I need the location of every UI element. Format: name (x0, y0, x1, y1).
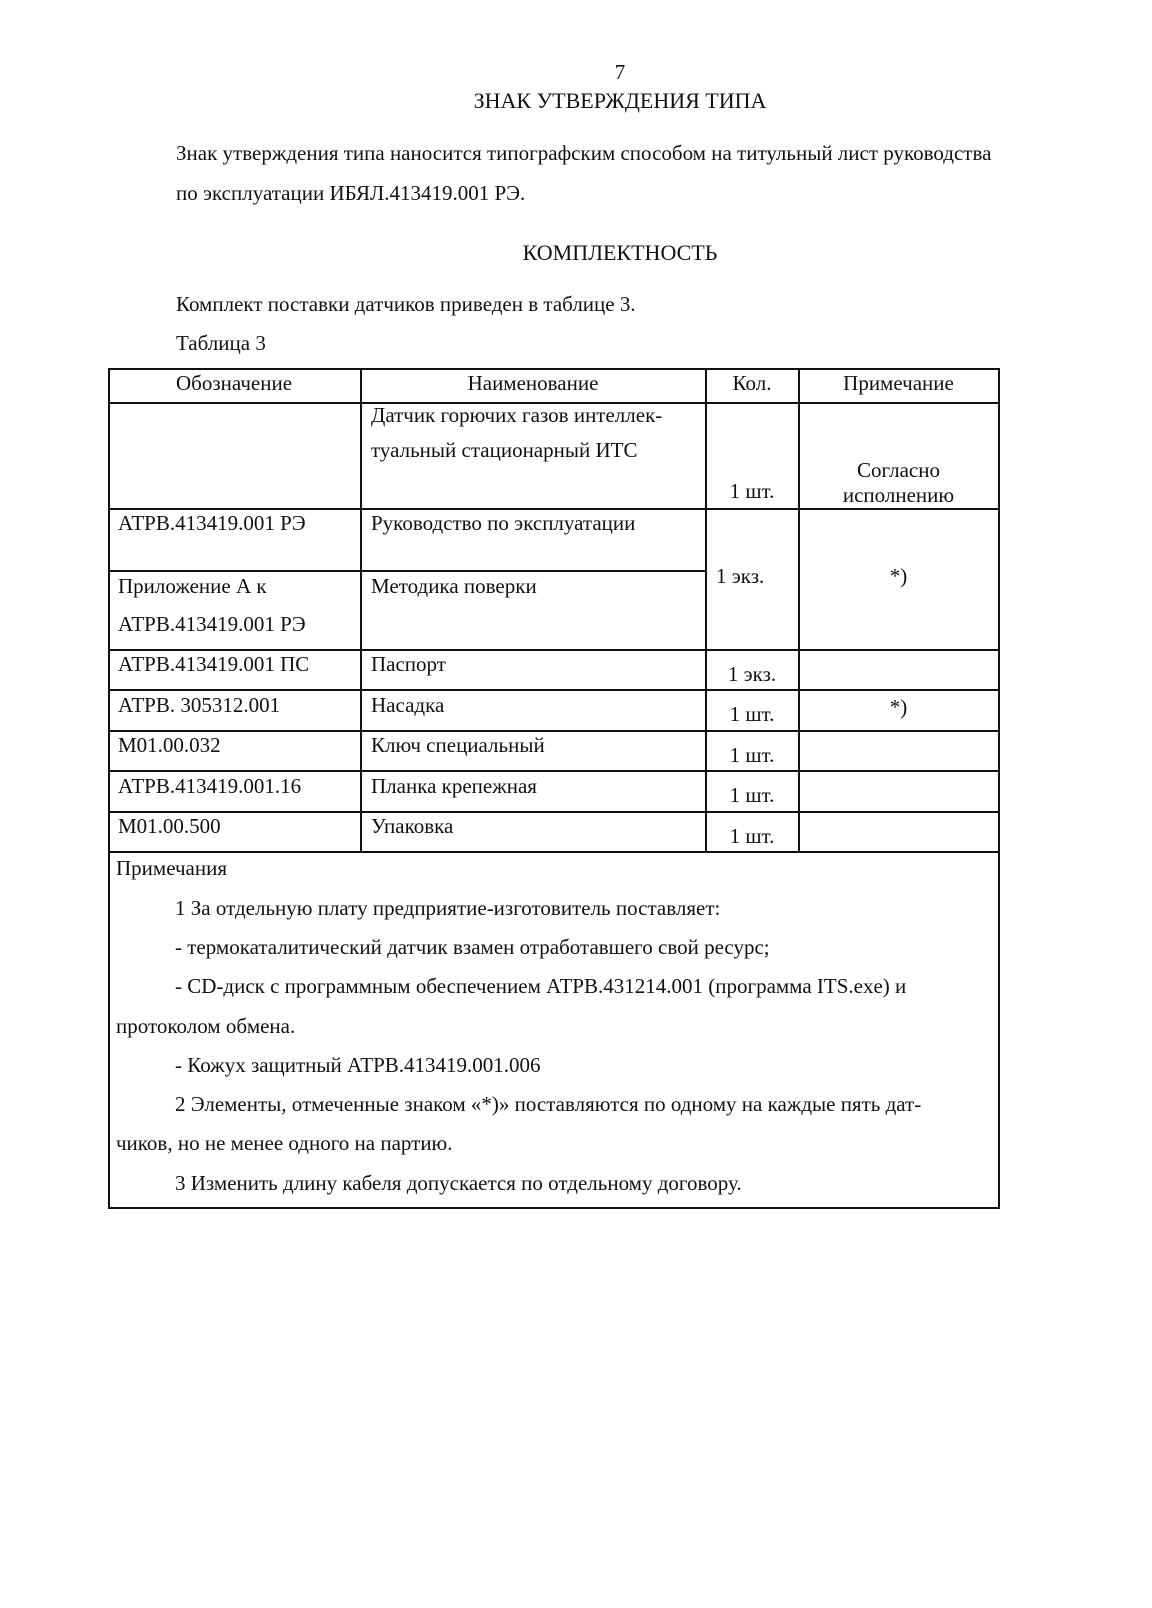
header-qty: Кол. (732, 371, 772, 395)
row-6-name: Планка крепежная (371, 774, 537, 798)
row-5-designation: М01.00.032 (118, 733, 221, 757)
row-4-qty: 1 шт. (729, 702, 775, 726)
note-line: - термокаталитический датчик взамен отработавшего свой ресурс; (175, 935, 770, 959)
approval-text-line-2: по эксплуатации ИБЯЛ.413419.001 РЭ. (176, 181, 526, 205)
row-divider-7 (108, 811, 1000, 813)
approval-text-line-1: Знак утверждения типа наносится типографским способом на титульный лист руководства (176, 141, 992, 165)
row-4-note: *) (889, 695, 908, 719)
row-0-name-line-1: Датчик горючих газов интеллек- (371, 403, 663, 427)
row-divider-4 (108, 689, 1000, 691)
note-line: 3 Изменить длину кабеля допускается по отдельному договору. (175, 1171, 742, 1195)
table-border-top (108, 368, 1000, 370)
row-7-designation: М01.00.500 (118, 814, 221, 838)
header-note: Примечание (843, 371, 954, 395)
col-divider-3 (798, 368, 800, 852)
row-divider-3 (108, 649, 1000, 651)
row-1-designation: АТРВ.413419.001 РЭ (118, 511, 306, 535)
header-designation: Обозначение (175, 371, 293, 395)
row-6-qty: 1 шт. (729, 783, 775, 807)
row-0-note-line-2: исполнению (842, 483, 955, 507)
row-3-designation: АТРВ.413419.001 ПС (118, 652, 310, 676)
delivery-set-table (108, 368, 1000, 1209)
row-3-name: Паспорт (371, 652, 446, 676)
note-line: 2 Элементы, отмеченные знаком «*)» поставляются по одному на каждые пять дат- (175, 1092, 922, 1116)
row-divider-2 (108, 570, 706, 572)
row-0-note-line-1: Согласно (857, 458, 940, 482)
row-4-designation: АТРВ. 305312.001 (118, 693, 281, 717)
row-7-qty: 1 шт. (729, 824, 775, 848)
row-7-name: Упаковка (371, 814, 454, 838)
row-2-designation-line-2: АТРВ.413419.001 РЭ (118, 612, 306, 636)
note-line: - CD-диск с программным обеспечением АТРВ.431214.001 (программа ITS.exe) и (175, 974, 907, 998)
table-border-right (998, 368, 1000, 1209)
row-3-qty: 1 экз. (727, 662, 777, 686)
row-0-qty: 1 шт. (729, 479, 775, 503)
completeness-text: Комплект поставки датчиков приведен в таблице 3. (176, 292, 636, 316)
note-line: - Кожух защитный АТРВ.413419.001.006 (175, 1053, 541, 1077)
section-title-completeness: КОМПЛЕКТНОСТЬ (522, 240, 718, 265)
rows-1-2-note: *) (889, 564, 908, 588)
row-2-designation-line-1: Приложение А к (118, 574, 267, 598)
note-line: чиков, но не менее одного на партию. (116, 1131, 453, 1155)
row-0-name-line-2: туальный стационарный ИТС (371, 438, 638, 462)
row-4-name: Насадка (371, 693, 445, 717)
row-divider-1 (108, 508, 1000, 510)
row-divider-5 (108, 730, 1000, 732)
row-5-name: Ключ специальный (371, 733, 545, 757)
row-5-qty: 1 шт. (729, 743, 775, 767)
table-border-left (108, 368, 110, 1209)
rows-1-2-qty: 1 экз. (716, 564, 765, 588)
page-number: 7 (614, 60, 626, 84)
row-1-name: Руководство по эксплуатации (371, 511, 636, 535)
row-divider-6 (108, 770, 1000, 772)
row-6-designation: АТРВ.413419.001.16 (118, 774, 302, 798)
row-2-name: Методика поверки (371, 574, 537, 598)
table-border-bottom (108, 1207, 1000, 1209)
col-divider-1 (360, 368, 362, 852)
notes-title: Примечания (116, 856, 228, 880)
section-title-approval-mark: ЗНАК УТВЕРЖДЕНИЯ ТИПА (473, 88, 767, 113)
table-caption: Таблица 3 (176, 331, 266, 355)
row-divider-notes (108, 851, 1000, 853)
col-divider-2 (705, 368, 707, 852)
header-name: Наименование (467, 371, 599, 395)
note-line: протоколом обмена. (116, 1014, 296, 1038)
note-line: 1 За отдельную плату предприятие-изготовитель поставляет: (175, 896, 721, 920)
